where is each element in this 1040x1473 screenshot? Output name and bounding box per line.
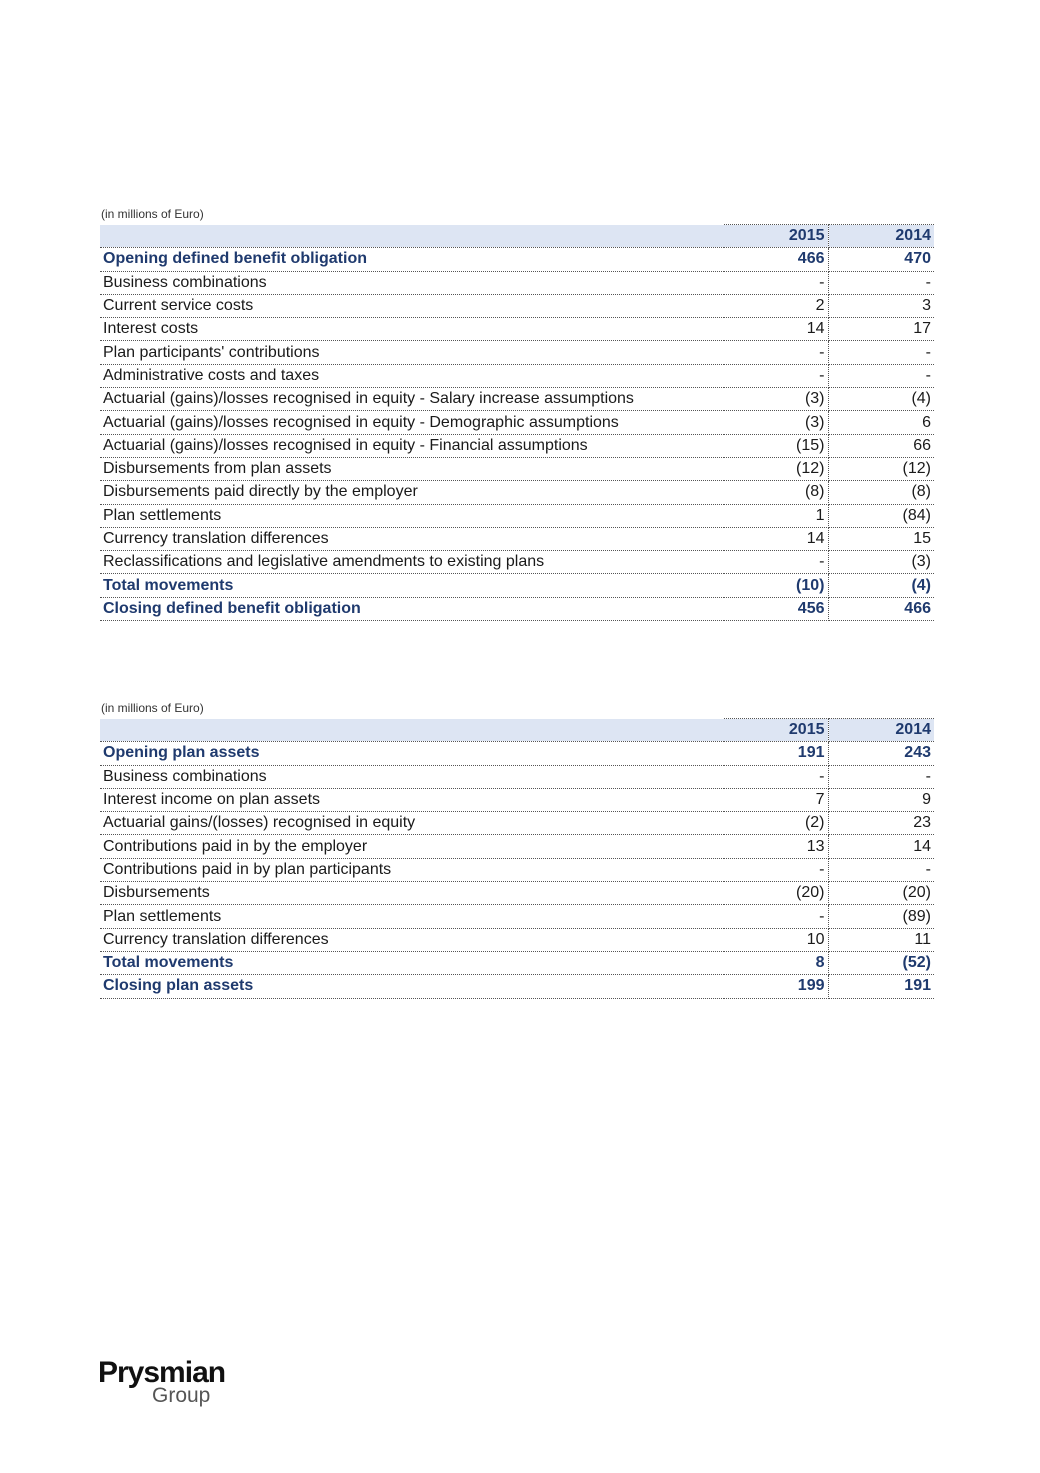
table-row (100, 975, 934, 998)
defined-benefit-obligation-table (100, 224, 934, 621)
table-row (100, 951, 934, 974)
row-value-2014: 23 (828, 812, 934, 835)
row-value-2014: (89) (828, 905, 934, 928)
table2-header-2015: 2015 (724, 719, 828, 742)
row-label: Plan participants' contributions (100, 341, 724, 364)
table-row (100, 812, 934, 835)
table2-unit-label: (in millions of Euro) (101, 701, 204, 715)
table2-header-row (100, 719, 934, 742)
table-row (100, 551, 934, 574)
row-label: Reclassifications and legislative amendments to existing plans (100, 551, 724, 574)
row-value-2015: (10) (724, 574, 828, 597)
row-label: Business combinations (100, 271, 724, 294)
table-row (100, 294, 934, 317)
row-label: Actuarial gains/(losses) recognised in equity (100, 812, 724, 835)
table1-body (100, 248, 934, 621)
row-label: Interest costs (100, 318, 724, 341)
row-value-2014: - (828, 765, 934, 788)
table-row (100, 765, 934, 788)
row-label: Contributions paid in by plan participants (100, 858, 724, 881)
row-value-2014: - (828, 271, 934, 294)
row-value-2014: (4) (828, 388, 934, 411)
row-label: Actuarial (gains)/losses recognised in equity - Financial assumptions (100, 434, 724, 457)
row-value-2015: (20) (724, 882, 828, 905)
row-value-2014: - (828, 858, 934, 881)
row-value-2014: 3 (828, 294, 934, 317)
row-label: Actuarial (gains)/losses recognised in equity - Salary increase assumptions (100, 388, 724, 411)
row-value-2014: 17 (828, 318, 934, 341)
table-row (100, 457, 934, 480)
table-row (100, 434, 934, 457)
table1-header-2015: 2015 (724, 225, 828, 248)
row-value-2015: 456 (724, 597, 828, 620)
row-value-2014: (3) (828, 551, 934, 574)
row-label: Closing plan assets (100, 975, 724, 998)
row-value-2015: - (724, 341, 828, 364)
row-label: Interest income on plan assets (100, 788, 724, 811)
table-row (100, 364, 934, 387)
table1-header-row (100, 225, 934, 248)
row-value-2015: 1 (724, 504, 828, 527)
row-value-2014: 9 (828, 788, 934, 811)
row-value-2015: 466 (724, 248, 828, 271)
row-label: Plan settlements (100, 905, 724, 928)
row-label: Disbursements (100, 882, 724, 905)
table-row (100, 835, 934, 858)
row-value-2015: - (724, 271, 828, 294)
table-row (100, 271, 934, 294)
row-label: Contributions paid in by the employer (100, 835, 724, 858)
row-value-2015: - (724, 551, 828, 574)
row-label: Actuarial (gains)/losses recognised in equity - Demographic assumptions (100, 411, 724, 434)
row-value-2015: - (724, 858, 828, 881)
row-value-2014: - (828, 364, 934, 387)
table1-unit-label: (in millions of Euro) (101, 207, 204, 221)
defined-benefit-obligation-table-block (100, 206, 934, 621)
table2-body (100, 742, 934, 998)
row-label: Total movements (100, 574, 724, 597)
row-value-2014: (20) (828, 882, 934, 905)
row-value-2015: (3) (724, 411, 828, 434)
row-value-2014: (8) (828, 481, 934, 504)
table-row (100, 742, 934, 765)
table1-header-2014: 2014 (828, 225, 934, 248)
table-row (100, 388, 934, 411)
row-value-2015: - (724, 765, 828, 788)
row-label: Total movements (100, 951, 724, 974)
row-label: Administrative costs and taxes (100, 364, 724, 387)
logo-main-text: Prysmian (98, 1356, 226, 1389)
row-value-2014: (84) (828, 504, 934, 527)
row-label: Currency translation differences (100, 527, 724, 550)
table-row (100, 574, 934, 597)
row-value-2014: 191 (828, 975, 934, 998)
row-value-2015: (15) (724, 434, 828, 457)
row-label: Plan settlements (100, 504, 724, 527)
table-row (100, 905, 934, 928)
table-row (100, 341, 934, 364)
row-value-2014: 466 (828, 597, 934, 620)
row-label: Business combinations (100, 765, 724, 788)
row-value-2015: 14 (724, 318, 828, 341)
table1-header-blank (100, 225, 724, 248)
row-value-2014: (52) (828, 951, 934, 974)
table-row (100, 882, 934, 905)
table-row (100, 411, 934, 434)
logo-sub-text: Group (152, 1384, 211, 1407)
row-label: Disbursements paid directly by the employer (100, 481, 724, 504)
table-row (100, 318, 934, 341)
row-value-2015: (12) (724, 457, 828, 480)
row-label: Opening plan assets (100, 742, 724, 765)
row-value-2015: 191 (724, 742, 828, 765)
row-label: Currency translation differences (100, 928, 724, 951)
row-value-2014: 15 (828, 527, 934, 550)
row-value-2014: 470 (828, 248, 934, 271)
row-value-2014: (12) (828, 457, 934, 480)
table-row (100, 928, 934, 951)
row-value-2015: 2 (724, 294, 828, 317)
row-value-2014: 6 (828, 411, 934, 434)
table2-header-blank (100, 719, 724, 742)
table-row (100, 248, 934, 271)
row-value-2014: (4) (828, 574, 934, 597)
row-value-2015: 8 (724, 951, 828, 974)
row-value-2015: (3) (724, 388, 828, 411)
row-value-2014: 14 (828, 835, 934, 858)
row-value-2014: 66 (828, 434, 934, 457)
row-value-2014: 11 (828, 928, 934, 951)
row-value-2014: - (828, 341, 934, 364)
row-value-2015: - (724, 364, 828, 387)
row-label: Opening defined benefit obligation (100, 248, 724, 271)
table2-header-2014: 2014 (828, 719, 934, 742)
row-value-2015: 14 (724, 527, 828, 550)
row-value-2015: (2) (724, 812, 828, 835)
table-row (100, 504, 934, 527)
plan-assets-table (100, 718, 934, 999)
row-value-2015: - (724, 905, 828, 928)
row-value-2015: (8) (724, 481, 828, 504)
row-label: Closing defined benefit obligation (100, 597, 724, 620)
row-value-2015: 10 (724, 928, 828, 951)
table-row (100, 788, 934, 811)
table-row (100, 597, 934, 620)
prysmian-group-logo (98, 1358, 238, 1418)
table-row (100, 858, 934, 881)
row-value-2015: 199 (724, 975, 828, 998)
row-label: Disbursements from plan assets (100, 457, 724, 480)
plan-assets-table-block (100, 700, 934, 999)
row-value-2015: 13 (724, 835, 828, 858)
table-row (100, 527, 934, 550)
row-label: Current service costs (100, 294, 724, 317)
row-value-2015: 7 (724, 788, 828, 811)
row-value-2014: 243 (828, 742, 934, 765)
table-row (100, 481, 934, 504)
